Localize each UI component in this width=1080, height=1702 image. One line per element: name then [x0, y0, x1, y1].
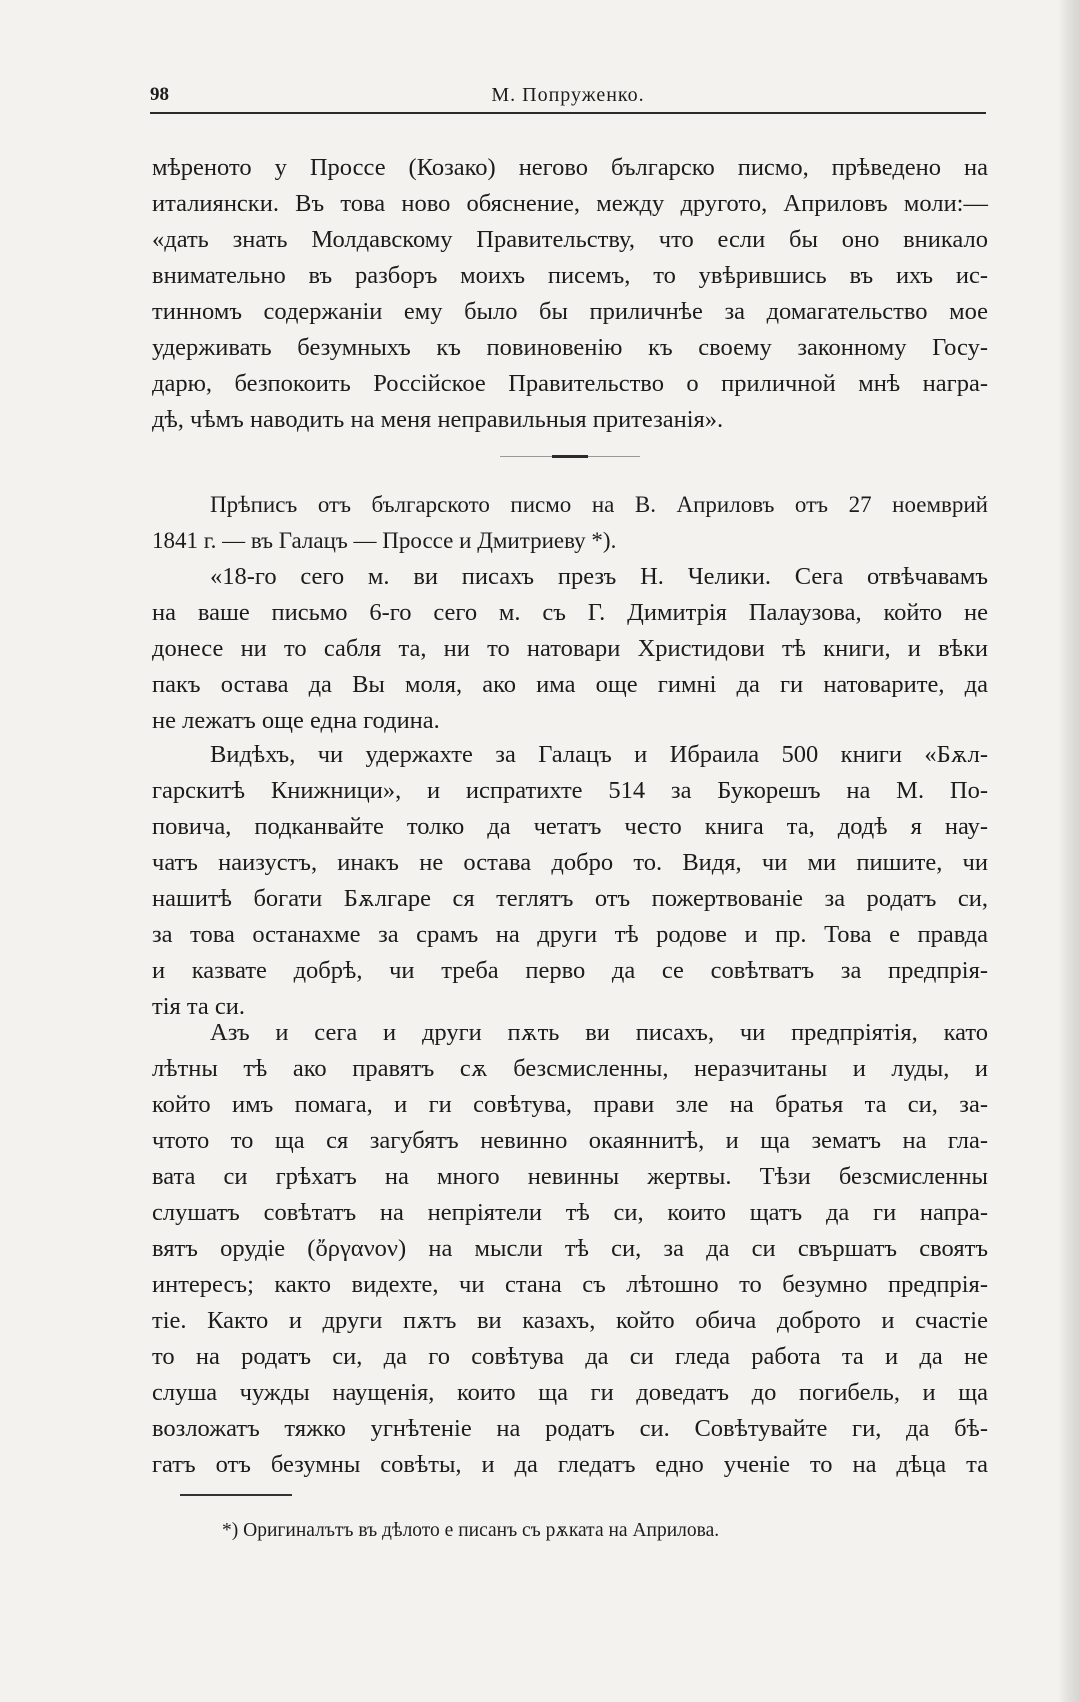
text-line: и казвате добрѣ, чи треба перво да се совѣтватъ за предпрія- — [152, 957, 988, 984]
text-line: возложатъ тяжко угнѣтеніе на родатъ си. Совѣтувайте ги, да бѣ- — [152, 1415, 988, 1442]
text-line: чтото то ща ся загубятъ невинно окаяннитѣ, и ща зематъ на гла- — [152, 1127, 988, 1154]
text-line: дѣ, чѣмъ наводить на меня неправильныя притезанія». — [152, 406, 724, 433]
footnote-rule — [180, 1494, 292, 1496]
text-line: гарскитѣ Книжници», и испратихте 514 за Букорешъ на М. По- — [152, 777, 988, 804]
text-line: италиянски. Въ това ново обяснение, между другото, Априловъ моли:— — [152, 190, 988, 217]
letter-heading — [152, 487, 988, 559]
text-line: чатъ наизустъ, инакъ не остава добро то. Видя, чи ми пишите, чи — [152, 849, 988, 876]
heading-line: 1841 г. — въ Галацъ — Проссе и Дмитриеву *). — [152, 528, 617, 553]
text-line: тія та си. — [152, 993, 246, 1020]
page-number: 98 — [150, 84, 169, 105]
heading-line: Прѣписъ отъ българското писмо на В. Априловъ отъ 27 ноемврий — [210, 492, 988, 517]
text-line: нашитѣ богати Бѫлгаре ся теглятъ отъ пожертвованіе за родатъ си, — [152, 885, 988, 912]
footnote: *) Оригиналътъ въ дѣлото е писанъ съ рѫката на Априлова. — [222, 1520, 720, 1541]
text-line: на ваше письмо 6-го сего м. съ Г. Димитрія Палаузова, който не — [152, 599, 988, 626]
text-line: вятъ орудіе (ὄργανον) на мысли тѣ си, за да си свършатъ своятъ — [152, 1235, 988, 1262]
text-line: Видѣхъ, чи удержахте за Галацъ и Ибраила 500 книги «Бѫл- — [210, 741, 988, 768]
text-line: слушатъ совѣтатъ на непріятели тѣ си, които щатъ да ги напра- — [152, 1199, 988, 1226]
text-line: който имъ помага, и ги совѣтува, прави зле на братья та си, за- — [152, 1091, 988, 1118]
text-line: вата си грѣхатъ на много невинны жертвы. Тѣзи безсмисленны — [152, 1163, 988, 1190]
text-line: пакъ остава да Вы моля, ако има още гимні да ги натоварите, да — [152, 671, 988, 698]
text-line: внимательно въ разборъ моихъ писемъ, то увѣрившись въ ихъ ис- — [152, 262, 988, 289]
text-line: удерживать безумныхъ къ повиновенію къ своему законному Госу- — [152, 334, 988, 361]
text-line: то на родатъ си, да го совѣтува да си гледа работа та и да не — [152, 1343, 988, 1370]
paragraph-1 — [152, 150, 988, 438]
text-line: мѣреното у Проссе (Козако) негово българско писмо, прѣведено на — [152, 154, 988, 181]
paragraph-4 — [152, 1015, 988, 1483]
section-separator — [500, 456, 640, 457]
header-rule — [150, 112, 986, 114]
text-line: тинномъ содержаніи ему было бы приличнѣе за домагательство мое — [152, 298, 988, 325]
paragraph-3 — [152, 737, 988, 1025]
text-line: за това останахме за срамъ на други тѣ родове и пр. Това е правда — [152, 921, 988, 948]
text-line: «дать знать Молдавскому Правительству, что если бы оно вникало — [152, 226, 988, 253]
paragraph-2 — [152, 559, 988, 739]
page-header — [150, 80, 986, 110]
running-title: М. Попруженко. — [491, 84, 645, 106]
text-line: дарю, безпокоить Россійское Правительство о приличной мнѣ награ- — [152, 370, 988, 397]
text-line: донесе ни то сабля та, ни то натовари Христидови тѣ книги, и вѣки — [152, 635, 988, 662]
text-line: гатъ отъ безумны совѣты, и да гледатъ едно ученіе то на дѣца та — [152, 1451, 988, 1478]
text-line: тіе. Както и други пѫтъ ви казахъ, който обича доброто и счастіе — [152, 1307, 988, 1334]
text-line: слуша чужды наущенія, които ща ги доведатъ до погибель, и ща — [152, 1379, 988, 1406]
text-line: не лежатъ още една година. — [152, 707, 440, 734]
text-line: повича, подканвайте толко да четатъ често книга та, додѣ я нау- — [152, 813, 988, 840]
text-line: Азъ и сега и други пѫть ви писахъ, чи предпріятія, като — [210, 1019, 988, 1046]
text-line: лѣтны тѣ ако правятъ сѫ безсмисленны, неразчитаны и луды, и — [152, 1055, 988, 1082]
text-line: «18-го сего м. ви писахъ презъ Н. Челики. Сега отвѣчавамъ — [210, 563, 988, 590]
text-line: интересъ; както видехте, чи стана съ лѣтошно то безумно предпрія- — [152, 1271, 988, 1298]
